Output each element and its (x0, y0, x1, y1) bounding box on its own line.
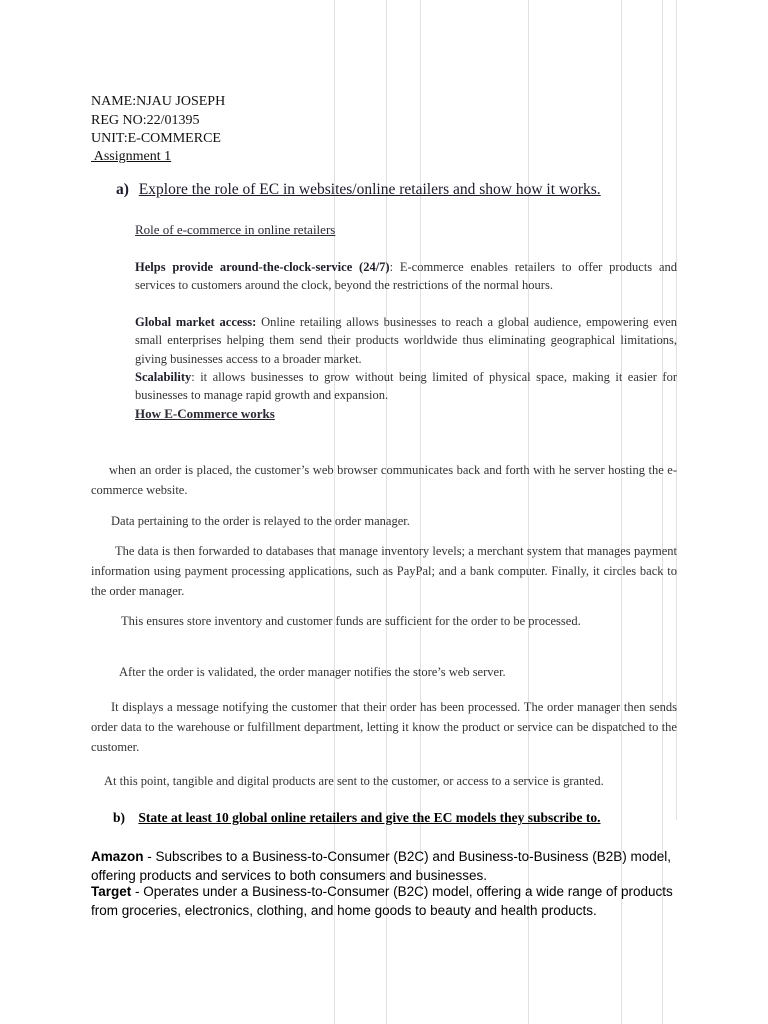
role-item-text: Online retailing allows businesses to reach a global audience, empowering even small enterprises helping them send their products worldwide thus eliminating geographical limitations, giving businesses access to a broader market. (135, 315, 677, 366)
role-item (135, 368, 677, 405)
registration-number: REG NO:22/01395 (91, 113, 200, 128)
retailer-name: Target (91, 884, 132, 899)
role-item-text: : it allows businesses to grow without being limited of physical space, making it easier for businesses to manage rapid growth and expansion. (135, 370, 677, 403)
question-b-text: State at least 10 global online retailers and give the EC models they subscribe to. (138, 810, 601, 825)
how-paragraph: when an order is placed, the customer’s web browser communicates back and forth with he server hosting the e-commerce website. (91, 463, 677, 497)
retailer-entry (91, 883, 691, 920)
how-paragraph: The data is then forwarded to databases that manage inventory levels; a merchant system that manages payment information using payment processing applications, such as PayPal; and a bank computer. Finally, it circles back to the order manager. (91, 544, 677, 598)
question-b-heading (113, 810, 601, 826)
scan-line (420, 0, 421, 900)
role-item (135, 313, 677, 368)
assignment-title: Assignment 1 (91, 149, 172, 164)
role-item (135, 258, 677, 295)
question-b-marker: b) (113, 810, 126, 825)
role-section-title: Role of e-commerce in online retailers (135, 222, 336, 237)
how-paragraph: This ensures store inventory and customer funds are sufficient for the order to be processed. (121, 614, 581, 628)
how-paragraph: After the order is validated, the order manager notifies the store’s web server. (119, 665, 506, 679)
role-item-text: : E-commerce enables retailers to offer products and services to customers around the clock, beyond the restrictions of the normal hours. (135, 260, 677, 293)
question-a-marker: a) (116, 181, 129, 198)
retailer-description: - Subscribes to a Business-to-Consumer (B2C) and Business-to-Business (B2B) model, offering products and services to both consumers and businesses. (91, 849, 671, 883)
role-item-term: Global market access: (135, 315, 257, 329)
retailer-entry (91, 848, 691, 885)
how-paragraph: It displays a message notifying the customer that their order has been processed. The order manager then sends order data to the warehouse or fulfillment department, letting it know the product or service can be dispatched to the customer. (91, 700, 677, 754)
role-item-term: Scalability (135, 370, 192, 384)
how-paragraph: At this point, tangible and digital products are sent to the customer, or access to a service is granted. (104, 774, 604, 788)
unit-name: UNIT:E-COMMERCE (91, 131, 221, 146)
role-item-term: Helps provide around-the-clock-service (24/7) (135, 260, 390, 274)
question-a-text: Explore the role of EC in websites/online retailers and show how it works. (138, 181, 601, 198)
how-section-title: How E-Commerce works (135, 406, 275, 421)
student-name: NAME:NJAU JOSEPH (91, 94, 226, 109)
retailer-name: Amazon (91, 849, 144, 864)
retailer-description: - Operates under a Business-to-Consumer (B2C) model, offering a wide range of products from groceries, electronics, clothing, and home goods to beauty and health products. (91, 884, 673, 918)
question-a-heading (116, 181, 601, 199)
how-paragraph: Data pertaining to the order is relayed to the order manager. (111, 514, 410, 528)
